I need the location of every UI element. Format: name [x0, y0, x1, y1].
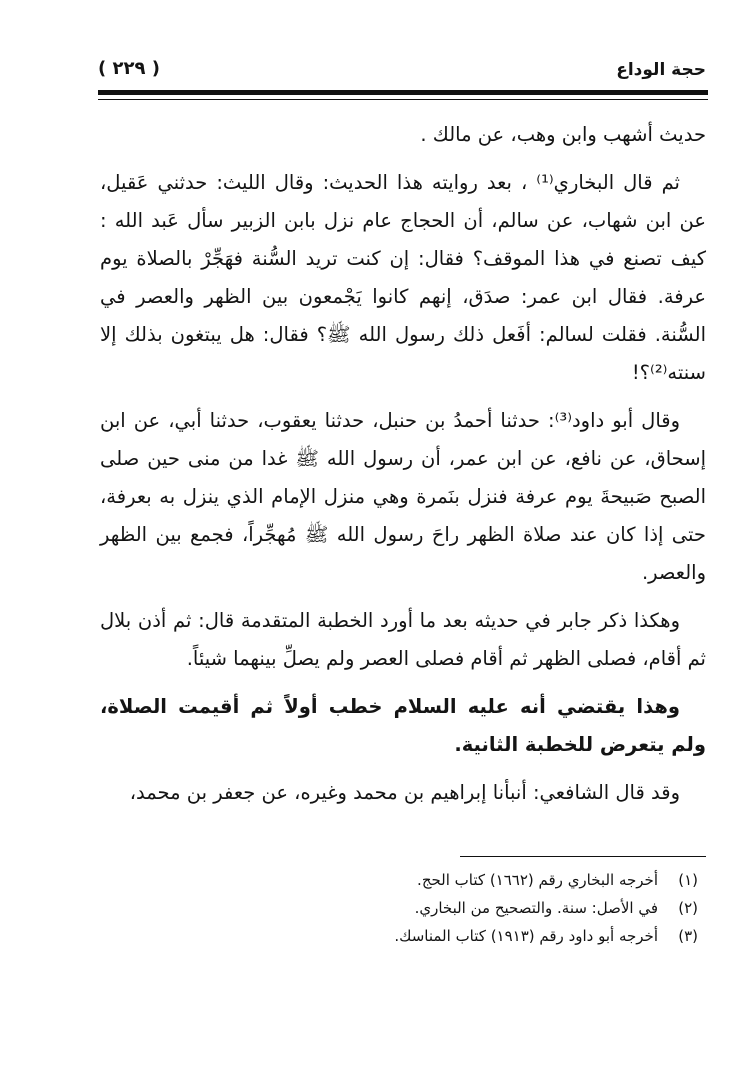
footnote-3 [100, 922, 698, 950]
paragraph-3: وقال أبو داود⁽³⁾: حدثنا أحمدُ بن حنبل، حدثنا يعقوب، حدثنا أبي، عن ابن إسحاق، عن نافع، عن ابن عمر، أن رسول الله ﷺ غدا من منى حين صلى الصبح صَبيحةَ يوم عرفة فنزل بنَمرة وهي منزل الإمام الذي ينزل به بعرفة، حتى إذا كان عند صلاة الظهر راحَ رسول الله ﷺ مُهجِّراً، فجمع بين الظهر والعصر. [100, 409, 706, 584]
footnote-1 [100, 866, 698, 894]
running-header [98, 56, 706, 88]
footnote-text: أخرجه أبو داود رقم (١٩١٣) كتاب المناسك. [394, 927, 658, 945]
footnote-separator [460, 856, 706, 857]
footnote-text: أخرجه البخاري رقم (١٦٦٢) كتاب الحج. [417, 871, 658, 889]
footnote-2 [100, 894, 698, 922]
paragraph-4: وهكذا ذكر جابر في حديثه بعد ما أورد الخطبة المتقدمة قال: ثم أذن بلال ثم أقام، فصلى الظهر ثم أقام فصلى العصر ولم يصلِّ بينهما شيئاً. [100, 609, 706, 670]
page-number: ( ٢٢٩ ) [98, 58, 160, 79]
footnote-number: (٢) [678, 899, 698, 917]
footnotes [100, 866, 698, 950]
main-text [100, 116, 706, 812]
paragraph-1: حديث أشهب وابن وهب، عن مالك . [420, 123, 706, 146]
paragraph-2: ثم قال البخاري⁽¹⁾ ، بعد روايته هذا الحديث: وقال الليث: حدثني عَقيل، عن ابن شهاب، عن سالم، أن الحجاج عام نزل بابن الزبير سأل عَبد الله : كيف تصنع في هذا الموقف؟ فقال: إن كنت تريد السُّنة فهَجِّرْ بالصلاة يوم عرفة. فقال ابن عمر: صدَق، إنهم كانوا يَجْمعون بين الظهر والعصر في السُّنة. فقلت لسالم: أفَعل ذلك رسول الله ﷺ؟ فقال: هل يبتغون بذلك إلا سنته⁽²⁾؟! [100, 171, 706, 384]
header-title: حجة الوداع [616, 60, 706, 80]
footnote-text: في الأصل: سنة. والتصحيح من البخاري. [414, 899, 658, 917]
header-rule-thick [98, 90, 708, 95]
paragraph-5: وهذا يقتضي أنه عليه السلام خطب أولاً ثم أقيمت الصلاة، ولم يتعرض للخطبة الثانية. [100, 695, 706, 756]
footnote-number: (١) [678, 871, 698, 889]
paragraph-6: وقد قال الشافعي: أنبأنا إبراهيم بن محمد وغيره، عن جعفر بن محمد، [129, 781, 680, 804]
header-rule-thin [98, 99, 708, 100]
footnote-number: (٣) [678, 927, 698, 945]
